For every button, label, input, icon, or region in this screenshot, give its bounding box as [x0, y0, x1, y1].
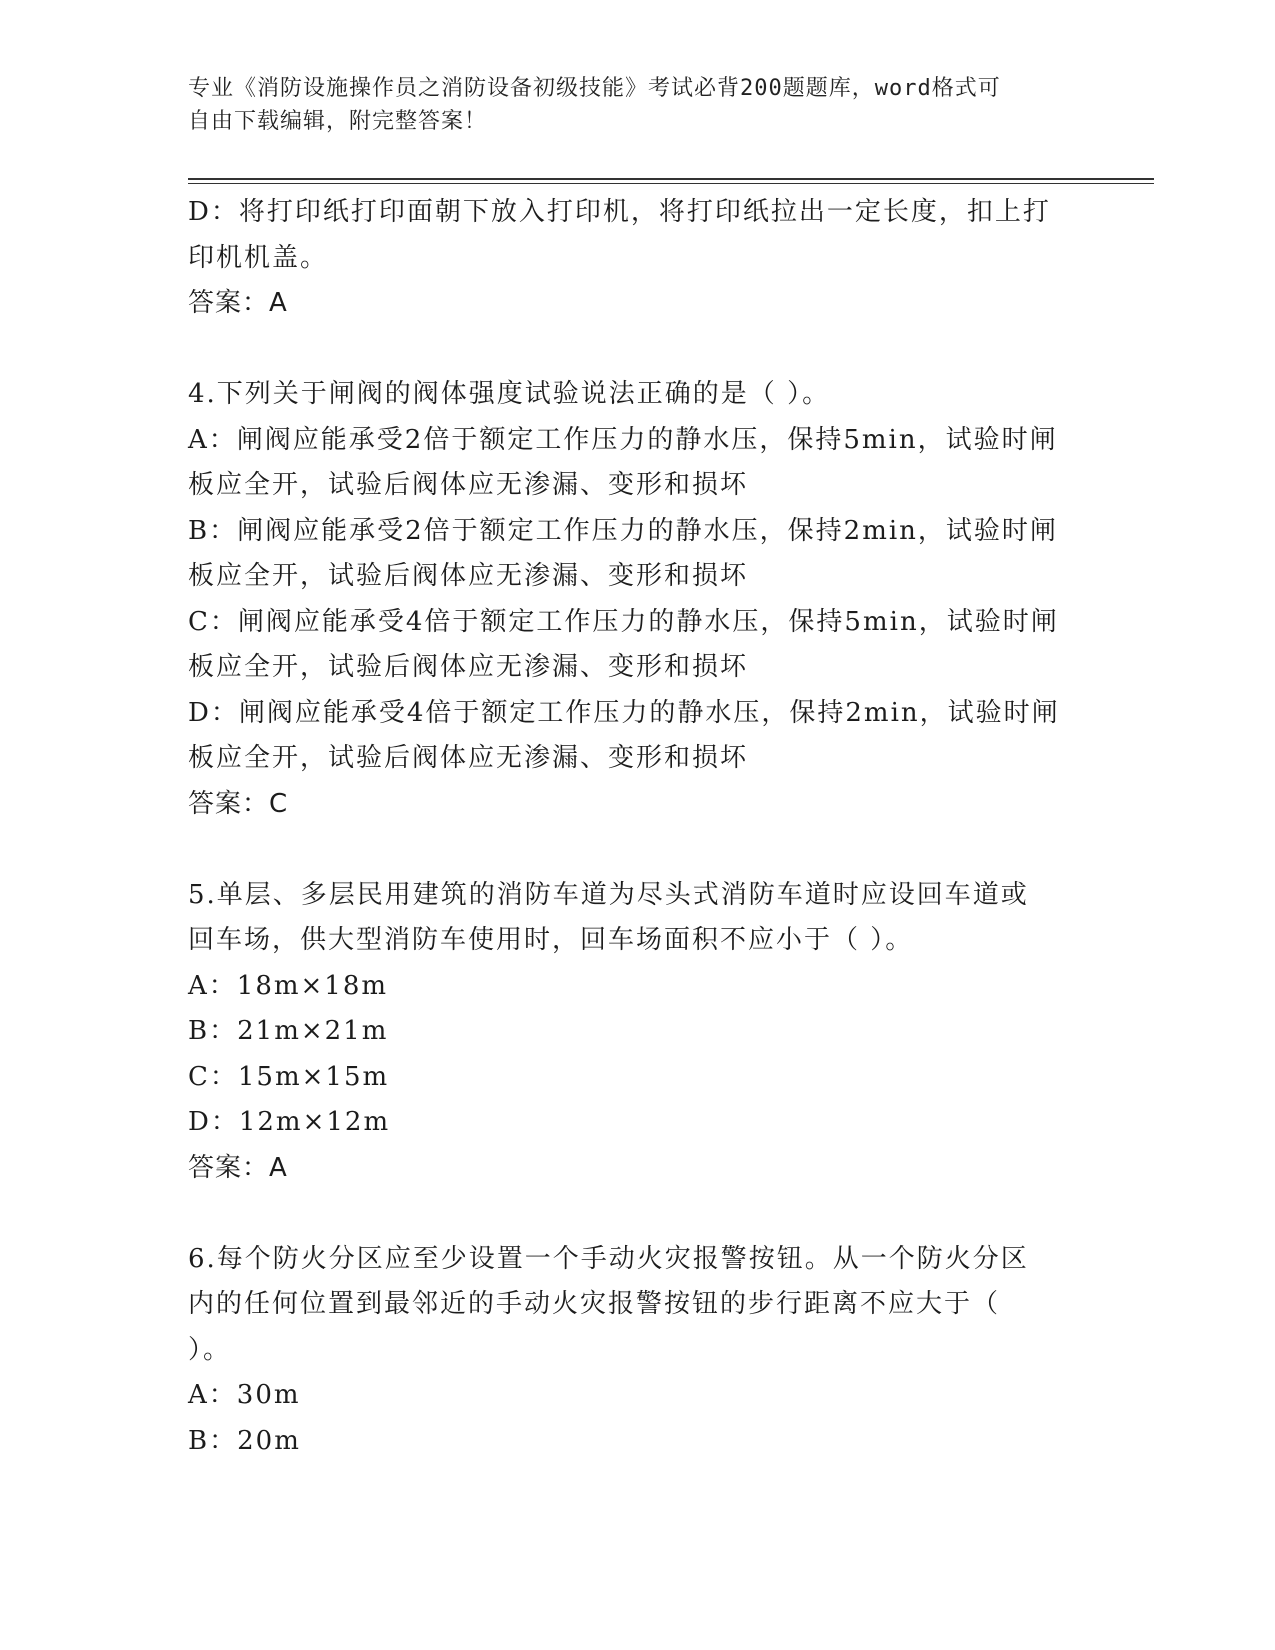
option-b-line-2: 板应全开，试验后阀体应无渗漏、变形和损坏: [188, 561, 749, 591]
option-c-line-1: C：闸阀应能承受4倍于额定工作压力的静水压，保持5min，试验时闸: [188, 606, 1059, 637]
option-d-line-1: D：将打印纸打印面朝下放入打印机，将打印纸拉出一定长度，扣上打: [188, 197, 1051, 227]
answer-line: 答案：A: [188, 288, 288, 318]
option-b: B：21m×21m: [188, 1016, 389, 1046]
header-divider: [188, 178, 1154, 180]
document-header: [188, 72, 1088, 138]
question-stem-line-3: ）。: [188, 1334, 232, 1365]
question-stem-line-2: 内的任何位置到最邻近的手动火灾报警按钮的步行距离不应大于（: [188, 1289, 1001, 1319]
option-d: D：12m×12m: [188, 1107, 391, 1137]
spacer: [188, 1191, 1088, 1237]
document-body: [188, 190, 1088, 1464]
question-stem-line-1: 5.单层、多层民用建筑的消防车道为尽头式消防车道时应设回车道或: [188, 879, 1029, 910]
option-b-line-1: B：闸阀应能承受2倍于额定工作压力的静水压，保持2min，试验时闸: [188, 515, 1058, 546]
spacer: [188, 327, 1088, 373]
question-3-tail: [188, 190, 1088, 327]
header-line-2: 自由下载编辑，附完整答案！: [188, 109, 488, 134]
question-6: [188, 1237, 1088, 1465]
option-b: B：20m: [188, 1425, 301, 1456]
option-a: A：18m×18m: [188, 970, 389, 1001]
option-a-line-2: 板应全开，试验后阀体应无渗漏、变形和损坏: [188, 470, 749, 500]
option-a: A：30m: [188, 1380, 301, 1410]
question-stem-line-2: 回车场，供大型消防车使用时，回车场面积不应小于（ ）。: [188, 925, 914, 955]
option-d-line-2: 印机机盖。: [188, 242, 329, 273]
option-c: C：15m×15m: [188, 1061, 390, 1092]
answer-line: 答案：C: [188, 788, 289, 819]
answer-line: 答案：A: [188, 1152, 288, 1183]
question-5: [188, 873, 1088, 1192]
option-d-line-1: D：闸阀应能承受4倍于额定工作压力的静水压，保持2min，试验时闸: [188, 697, 1060, 728]
option-c-line-2: 板应全开，试验后阀体应无渗漏、变形和损坏: [188, 652, 749, 682]
question-stem: 4.下列关于闸阀的阀体强度试验说法正确的是（ ）。: [188, 379, 831, 409]
spacer: [188, 827, 1088, 873]
option-d-line-2: 板应全开，试验后阀体应无渗漏、变形和损坏: [188, 743, 749, 773]
option-a-line-1: A：闸阀应能承受2倍于额定工作压力的静水压，保持5min，试验时闸: [188, 424, 1058, 455]
header-line-1: 专业《消防设施操作员之消防设备初级技能》考试必背200题题库，word格式可: [188, 76, 1001, 101]
header-divider-thin: [188, 183, 1154, 184]
question-4: [188, 372, 1088, 827]
question-stem-line-1: 6.每个防火分区应至少设置一个手动火灾报警按钮。从一个防火分区: [188, 1243, 1029, 1274]
